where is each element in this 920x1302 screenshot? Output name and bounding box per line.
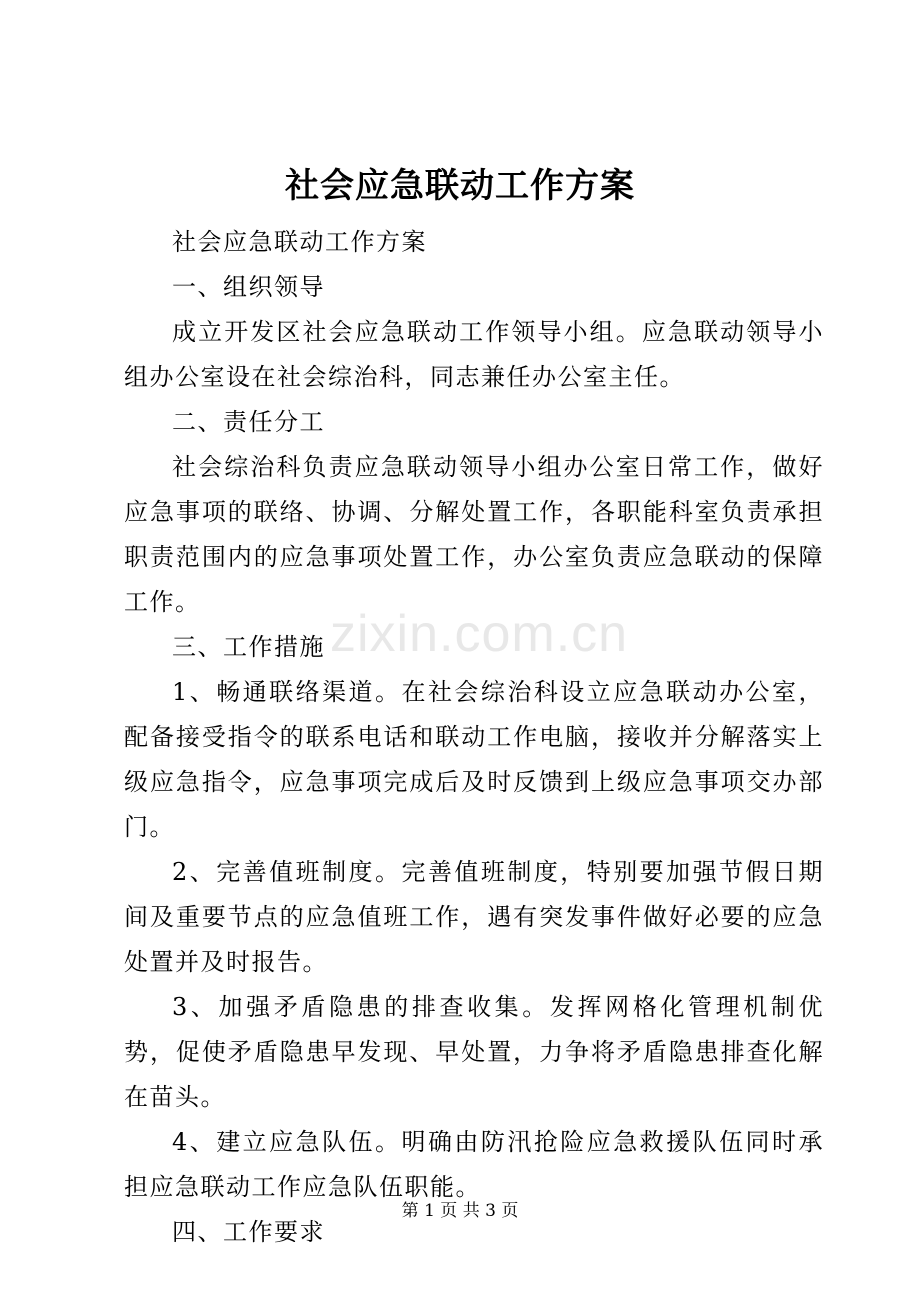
- page-footer: 第 1 页 共 3 页: [401, 1201, 519, 1221]
- section-heading-3: 三、工作措施: [172, 633, 325, 661]
- section-heading-1: 一、组织领导: [172, 273, 325, 301]
- paragraph-measure-4: 4、建立应急队伍。明确由防汛抢险应急救援队伍同时承担应急联动工作应急队伍职能。: [124, 1128, 824, 1201]
- paragraph-measure-1: 1、畅通联络渠道。在社会综治科设立应急联动办公室，配备接受指令的联系电话和联动工作电脑，接收并分解落实上级应急指令，应急事项完成后及时反馈到上级应急事项交办部门。: [124, 678, 824, 841]
- watermark-text: zixin.com.cn: [330, 605, 629, 663]
- paragraph-organization: 成立开发区社会应急联动工作领导小组。应急联动领导小组办公室设在社会综治科，同志兼任办公室主任。: [124, 318, 824, 391]
- document-title: 社会应急联动工作方案: [285, 166, 635, 206]
- section-heading-2: 二、责任分工: [172, 408, 325, 436]
- section-heading-4: 四、工作要求: [172, 1218, 325, 1246]
- document-body: [124, 220, 824, 1255]
- paragraph-subtitle: 社会应急联动工作方案: [172, 228, 427, 256]
- paragraph-responsibilities: 社会综治科负责应急联动领导小组办公室日常工作，做好应急事项的联络、协调、分解处置工作，各职能科室负责承担职责范围内的应急事项处置工作，办公室负责应急联动的保障工作。: [124, 453, 824, 616]
- paragraph-measure-2: 2、完善值班制度。完善值班制度，特别要加强节假日期间及重要节点的应急值班工作，遇有突发事件做好必要的应急处置并及时报告。: [124, 858, 824, 976]
- paragraph-measure-3: 3、加强矛盾隐患的排查收集。发挥网格化管理机制优势，促使矛盾隐患早发现、早处置，力争将矛盾隐患排查化解在苗头。: [124, 993, 824, 1111]
